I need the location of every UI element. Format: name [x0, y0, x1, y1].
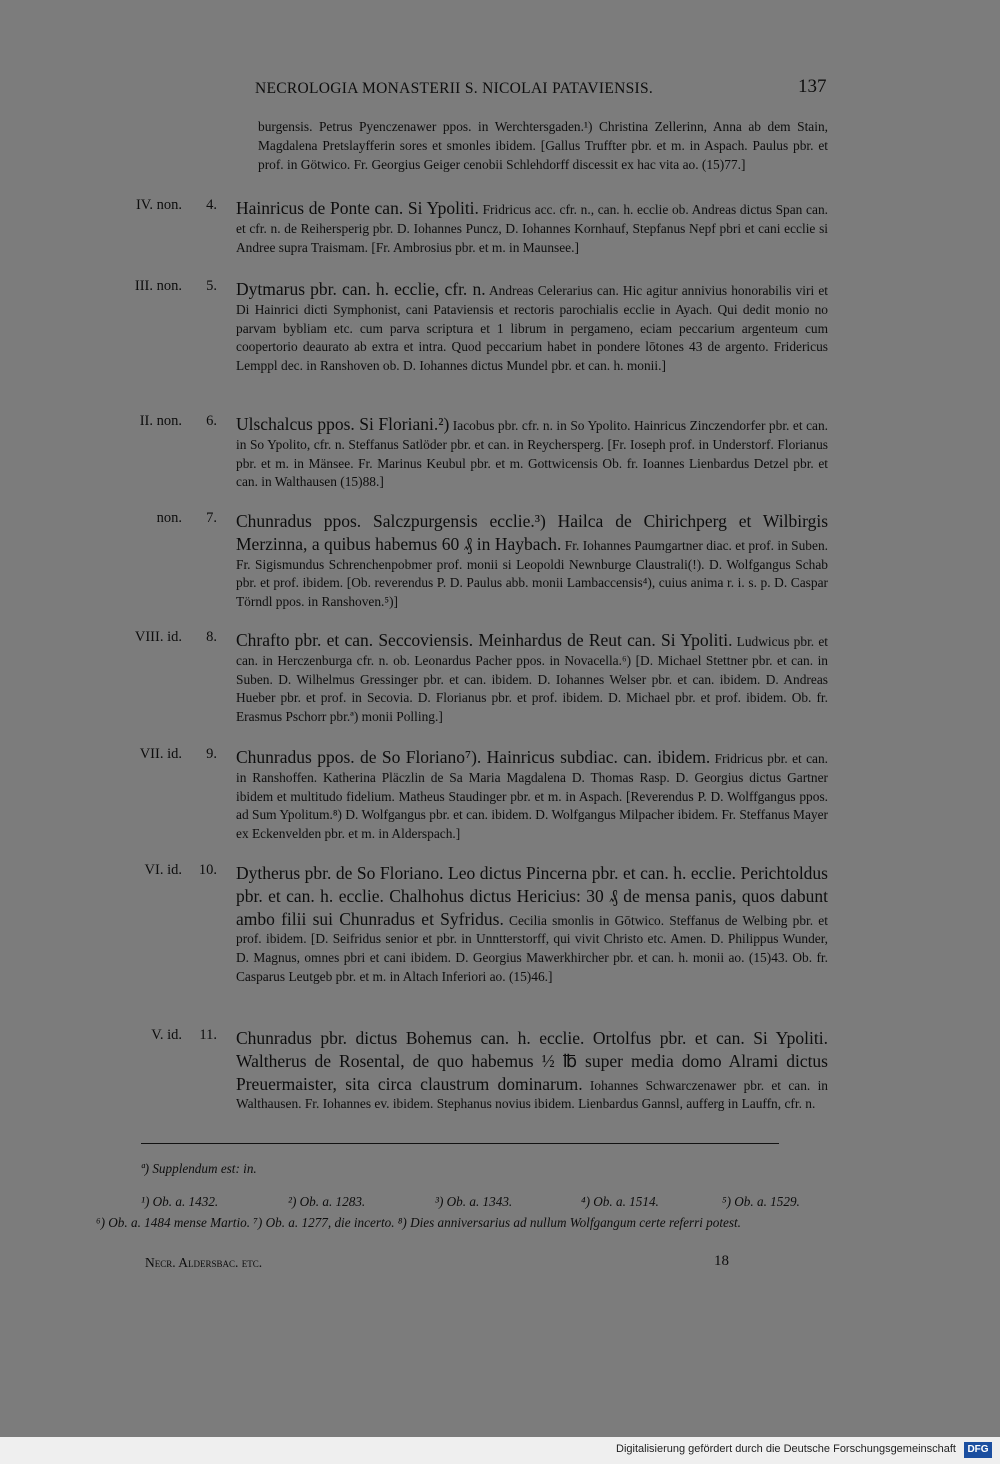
entry-text: [236, 746, 828, 844]
entry-lead: Chunradus ppos. Salczpurgensis ecclie.³) Hailca de Chirichperg et Wilbirgis Merzinna, a quibus habemus 60 ₰ in Haybach.: [236, 511, 828, 554]
entry-lead: Hainricus de Ponte can. Si Ypoliti.: [236, 198, 479, 218]
signature-mark: Necr. Aldersbac. etc.: [145, 1255, 263, 1270]
entry-date: II. non.: [139, 413, 182, 429]
entry-body: Fridricus acc. cfr. n., can. h. ecclie ob. Andreas dictus Span can. et cfr. n. de Reihersperig pbr. D. Iohannes Puncz, D. Iohannes Kornhauf, Stepfanus Nepf pbri et cani ecclie si Andree supra Traismam. [Fr. Ambrosius pbr. et m. in Maunsee.]: [236, 202, 828, 255]
entry-day: 10.: [198, 862, 217, 878]
entry-lead: Dytmarus pbr. can. h. ecclie, cfr. n.: [236, 279, 486, 299]
entry-lead: Dytherus pbr. de So Floriano. Leo dictus Pincerna pbr. et can. h. ecclie. Perichtoldus pbr. et can. h. ecclie. Chalhohus dictus Hericius: 30 ₰ de mensa panis, quos dabunt ambo filii sui Chunradus et Syfridus.: [236, 863, 828, 929]
entry-date: III. non.: [134, 278, 182, 294]
entry-date: V. id.: [151, 1027, 182, 1043]
entry-body: Cecilia smonlis in Gōtwico. Steffanus de Welbing pbr. et prof. ibidem. [D. Seifridus senior et pbr. in Unntterstorff, qui vivit Christo etc. Amen. D. Philippus Wunder, D. Magnus, omnes pbri et cani ibidem. D. Georgius Mawerkhircher pbr. et can. h. monii ao. (15)43. Ob. fr. Casparus Leutgeb pbr. et m. in Altach Inferiori ao. (15)46.]: [236, 912, 828, 984]
entry-text: [236, 197, 828, 257]
entry-body: Andreas Celerarius can. Hic agitur annivius honorabilis viri et Di Hainrici dicti Symphonist, cani Pataviensis et rectoris parochialis ecclie in Ayach. Qui dedit monio no parvam bybliam etc. cum parva scriptura et 1 librum in pergameno, eciam peccarium argenteum cum coopertorio deaurato ab extra et intra. Quod peccarium habet in pondere lōtones 43 de argento. Fridericus Lemppl dec. in Ranshoven ob. D. Iohannes dictus Mundel pbr. et can. h. monii.]: [236, 283, 828, 374]
entry-body: Fr. Iohannes Paumgartner diac. et prof. in Suben. Fr. Sigismundus Schrenchenpobmer prof. monii si Leopoldi Newnburge Claustrali(!). D. Wolfgangus Schab pbr. et prof. ibidem. [Ob. reverendus P. D. Paulus abb. monii Lambaccensis⁴), cuius anima r. i. s. p. D. Caspar Törndl ppos. in Ranshoven.⁵)]: [236, 537, 828, 610]
footnote-5: ⁵) Ob. a. 1529.: [722, 1194, 800, 1209]
page-header: [0, 76, 1000, 110]
footnote-6-8: ⁶) Ob. a. 1484 mense Martio. ⁷) Ob. a. 1277, die incerto. ⁸) Dies anniversarius ad nullum Wolfgangum certe referri potest.: [96, 1215, 741, 1230]
entry-lead: Chunradus pbr. dictus Bohemus can. h. ecclie. Ortolfus pbr. et can. Si Ypoliti. Waltherus de Rosental, de quo habemus ½ ℔ super media domo Alrami dictus Preuermaister, sita circa claustrum dominarum.: [236, 1028, 828, 1094]
entry-text: [236, 278, 828, 376]
footnote-1: ¹) Ob. a. 1432.: [141, 1194, 219, 1209]
footnote-4: ⁴) Ob. a. 1514.: [581, 1194, 659, 1209]
entry-lead: Chunradus ppos. de So Floriano⁷). Hainricus subdiac. can. ibidem.: [236, 747, 711, 767]
entry-day: 8.: [206, 629, 217, 645]
entry-date: VI. id.: [144, 862, 182, 878]
dfg-logo: DFG: [964, 1442, 992, 1458]
entry-body: Iohannes Schwarczenawer pbr. et can. in Walthausen. Fr. Iohannes ev. ibidem. Stephanus novius ibidem. Lienbardus Gannsl, aufferg in Lauffn, cfr. n.: [236, 1077, 828, 1112]
sheet-number: 18: [714, 1253, 729, 1269]
entry-date: VIII. id.: [134, 629, 182, 645]
entry-day: 9.: [206, 746, 217, 762]
entry-day: 4.: [206, 197, 217, 213]
footer-bar: [0, 1437, 1000, 1464]
footnote-a: ª) Supplendum est: in.: [141, 1161, 257, 1176]
continuation-text: burgensis. Petrus Pyenczenawer ppos. in Werchtersgaden.¹) Christina Zellerinn, Anna ab dem Stain, Magdalena Pretslayfferin sores et smonles ibidem. [Gallus Truffter pbr. et m. in Aspach. Paulus pbr. et prof. in Götwico. Fr. Georgius Geiger cenobii Schlehdorff discessit ex hac vita ao. (15)77.]: [258, 119, 828, 172]
funding-credit: Digitalisierung gefördert durch die Deutsche Forschungsgemeinschaft: [616, 1443, 956, 1455]
entry-body: Ludwicus pbr. et can. in Herczenburga cfr. n. ob. Leonardus Pacher ppos. in Novacella.⁶) [D. Michael Stettner pbr. et can. in Suben. D. Wilhelmus Gressinger pbr. et can. ibidem. D. Iohannes Welser pbr. et can. ibidem. D. Andreas Hueber pbr. et prof. in Secovia. D. Florianus pbr. et prof. ibidem. D. Michael pbr. et prof. ibidem. Ob. fr. Erasmus Pschorr pbr.ª) monii Polling.]: [236, 634, 828, 725]
entry-date: VII. id.: [139, 746, 182, 762]
entry-text: [236, 510, 828, 612]
entry-body: Fridricus pbr. et can. in Ranshoffen. Katherina Pläczlin de Sa Maria Magdalena D. Thomas Rasp. D. Georgius dictus Gartner ibidem et multitudo fidelium. Matheus Staudinger pbr. et m. in Aspach. [Reverendus P. D. Wolffgangus ppos. ad Sum Ypolitum.⁸) D. Wolfgangus pbr. et can. ibidem. D. Wolfgangus Milpacher ibidem. Fr. Steffanus Mayer ex Eckenvelden pbr. et m. in Alderspach.]: [236, 751, 829, 842]
entry-date: IV. non.: [135, 197, 182, 213]
entry-day: 5.: [206, 278, 217, 294]
entry-text: [236, 1027, 828, 1114]
footnote-rule: [141, 1143, 779, 1144]
footnote-3: ³) Ob. a. 1343.: [435, 1194, 513, 1209]
entry-body: Iacobus pbr. cfr. n. in So Ypolito. Hainricus Zinczendorfer pbr. et can. in So Ypolito, cfr. n. Steffanus Satlöder pbr. et can. in Reychersperg. [Fr. Ioseph prof. in Understorf. Florianus pbr. et m. in Mänsee. Fr. Marinus Keubul pbr. et m. Gottwicensis Ob. fr. Ioannes Lienbardus Detzel pbr. et can. in Walthausen (15)88.]: [236, 418, 828, 490]
running-title: NECROLOGIA MONASTERII S. NICOLAI PATAVIENSIS.: [255, 80, 654, 97]
entry-lead: Chrafto pbr. et can. Seccoviensis. Meinhardus de Reut can. Si Ypoliti.: [236, 630, 733, 650]
entry-day: 6.: [206, 413, 217, 429]
page-number: 137: [798, 76, 827, 97]
entry-lead: Ulschalcus ppos. Si Floriani.²): [236, 414, 450, 434]
entry-day: 7.: [206, 510, 217, 526]
footnote-2: ²) Ob. a. 1283.: [288, 1194, 366, 1209]
entry-text: [236, 862, 828, 987]
entry-text: [236, 413, 828, 492]
entry-day: 11.: [199, 1027, 217, 1043]
entry-text: [236, 629, 828, 727]
entry-date: non.: [156, 510, 182, 526]
